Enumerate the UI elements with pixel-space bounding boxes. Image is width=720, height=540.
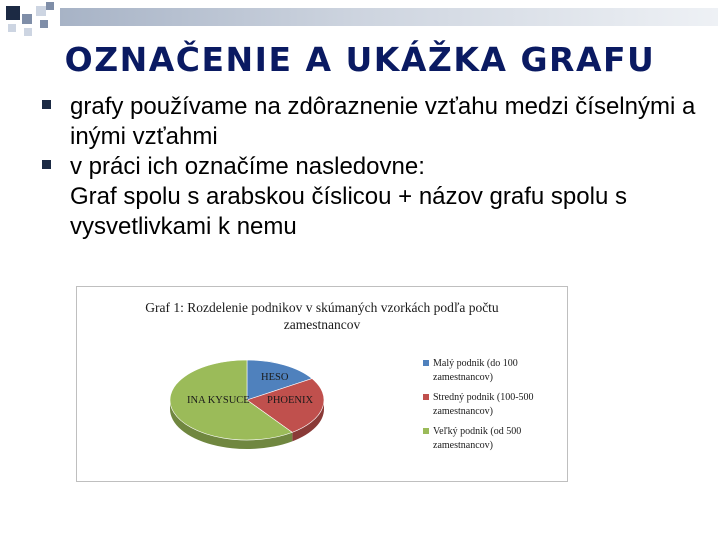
- bullet-list: [40, 92, 700, 242]
- decor-square: [24, 28, 32, 36]
- legend-label: Malý podnik (do 100 zamestnancov): [433, 358, 518, 383]
- chart-legend: [423, 357, 563, 459]
- square-bullet-icon: [42, 160, 51, 169]
- decor-square: [36, 6, 46, 16]
- chart-frame: [76, 286, 568, 482]
- legend-label: Veľký podnik (od 500 zamestnancov): [433, 426, 522, 451]
- decor-square: [22, 14, 32, 24]
- pie-slice-label: HESO: [261, 372, 289, 383]
- bullet-text: grafy používame na zdôraznenie vzťahu medzi číselnými a inými vzťahmi: [70, 93, 696, 150]
- decor-square: [40, 20, 48, 28]
- bullet-item: [40, 152, 700, 182]
- pie-slice-label: INA KYSUCE: [187, 395, 250, 406]
- pie-slice-label: PHOENIX: [267, 395, 314, 406]
- decor-square: [46, 2, 54, 10]
- decor-square: [6, 6, 20, 20]
- decor-square: [8, 24, 16, 32]
- bullet-item: [40, 92, 700, 152]
- bullet-text: v práci ich označíme nasledovne:: [70, 153, 425, 180]
- bullet-continuation: Graf spolu s arabskou číslicou + názov grafu spolu s vysvetlivkami k nemu: [70, 183, 627, 240]
- legend-item: [423, 357, 563, 385]
- legend-label: Stredný podnik (100-500 zamestnancov): [433, 392, 534, 417]
- chart-title: Graf 1: Rozdelenie podnikov v skúmaných vzorkách podľa počtu zamestnancov: [145, 300, 499, 332]
- legend-swatch: [423, 428, 429, 434]
- slide-title: OZNAČENIE A UKÁŽKA GRAFU: [64, 40, 656, 79]
- legend-item: [423, 425, 563, 453]
- legend-item: [423, 391, 563, 419]
- legend-swatch: [423, 360, 429, 366]
- square-bullet-icon: [42, 100, 51, 109]
- header-bar: [60, 8, 718, 26]
- legend-swatch: [423, 394, 429, 400]
